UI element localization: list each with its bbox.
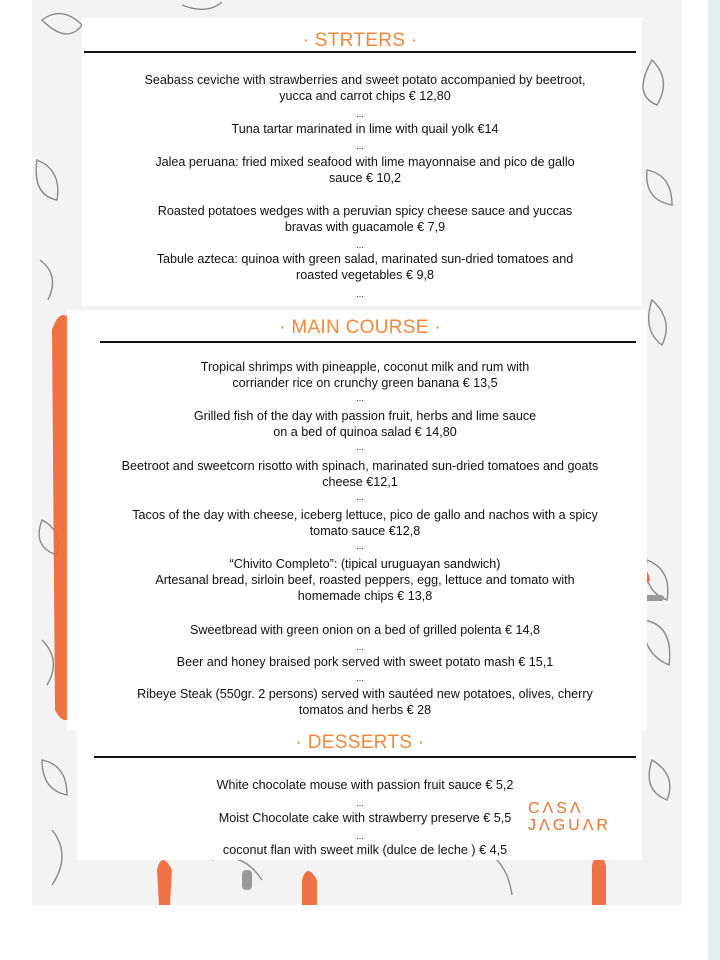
separator: ...: [356, 541, 364, 551]
dessert-item: White chocolate mouse with passion fruit sauce € 5,2: [216, 778, 514, 792]
main-item: Grilled fish of the day with passion fruit, herbs and lime sauce on a bed of quinoa salad € 14,80: [193, 409, 537, 439]
separator: ...: [356, 642, 364, 652]
separator: ...: [356, 673, 364, 683]
main-item: Beer and honey braised pork served with sweet potato mash € 15,1: [176, 655, 554, 669]
separator: ...: [356, 141, 364, 151]
main-item: “Chivito Completo”: (tipical uruguayan sandwich) Artesanal bread, sirloin beef, roasted peppers, egg, lettuce and tomato with homemade chips € 13,8: [155, 557, 575, 603]
separator: ...: [356, 393, 364, 403]
main-item: Tacos of the day with cheese, iceberg lettuce, pico de gallo and nachos with a spicy tomato sauce €12,8: [132, 508, 598, 538]
starter-item: Jalea peruana: fried mixed seafood with lime mayonnaise and pico de gallo sauce € 10,2: [155, 155, 575, 185]
starter-item: Seabass ceviche with strawberries and sweet potato accompanied by beetroot, yucca and carrot chips € 12,80: [144, 73, 586, 103]
separator: ...: [356, 831, 364, 841]
separator: ...: [356, 109, 364, 119]
main-item: Tropical shrimps with pineapple, coconut milk and rum with corriander rice on crunchy green banana € 13,5: [200, 360, 530, 390]
starters-rule: [84, 51, 636, 53]
dessert-item: coconut flan with sweet milk (dulce de leche ) € 4,5: [222, 843, 508, 857]
casa-jaguar-logo: CΛSΛ JΛGUΛR: [528, 800, 611, 834]
main-course-heading: · MAIN COURSE ·: [279, 317, 441, 338]
starter-item: Tuna tartar marinated in lime with quail yolk €14: [231, 122, 499, 136]
desserts-heading: · DESSERTS ·: [295, 732, 425, 753]
separator: ...: [356, 798, 364, 808]
separator: ...: [356, 289, 364, 299]
main-item: Beetroot and sweetcorn risotto with spinach, marinated sun-dried tomatoes and goats cheese €12,1: [121, 459, 599, 489]
starters-heading: · STRTERS ·: [302, 30, 418, 51]
separator: ...: [356, 442, 364, 452]
separator: ...: [356, 492, 364, 502]
starter-item: Roasted potatoes wedges with a peruvian spicy cheese sauce and yuccas bravas with guacamole € 7,9: [157, 204, 573, 234]
main-item: Ribeye Steak (550gr. 2 persons) served with sautéed new potatoes, olives, cherry tomatos and herbs € 28: [137, 687, 593, 717]
dessert-item: Moist Chocolate cake with strawberry preserve € 5,5: [218, 811, 512, 825]
starter-item: Tabule azteca: quinoa with green salad, marinated sun-dried tomatoes and roasted vegetables € 9,8: [156, 252, 574, 282]
main-item: Sweetbread with green onion on a bed of grilled polenta € 14,8: [189, 623, 541, 637]
main-course-rule: [100, 341, 636, 343]
desserts-rule: [94, 756, 636, 758]
separator: ...: [356, 240, 364, 250]
